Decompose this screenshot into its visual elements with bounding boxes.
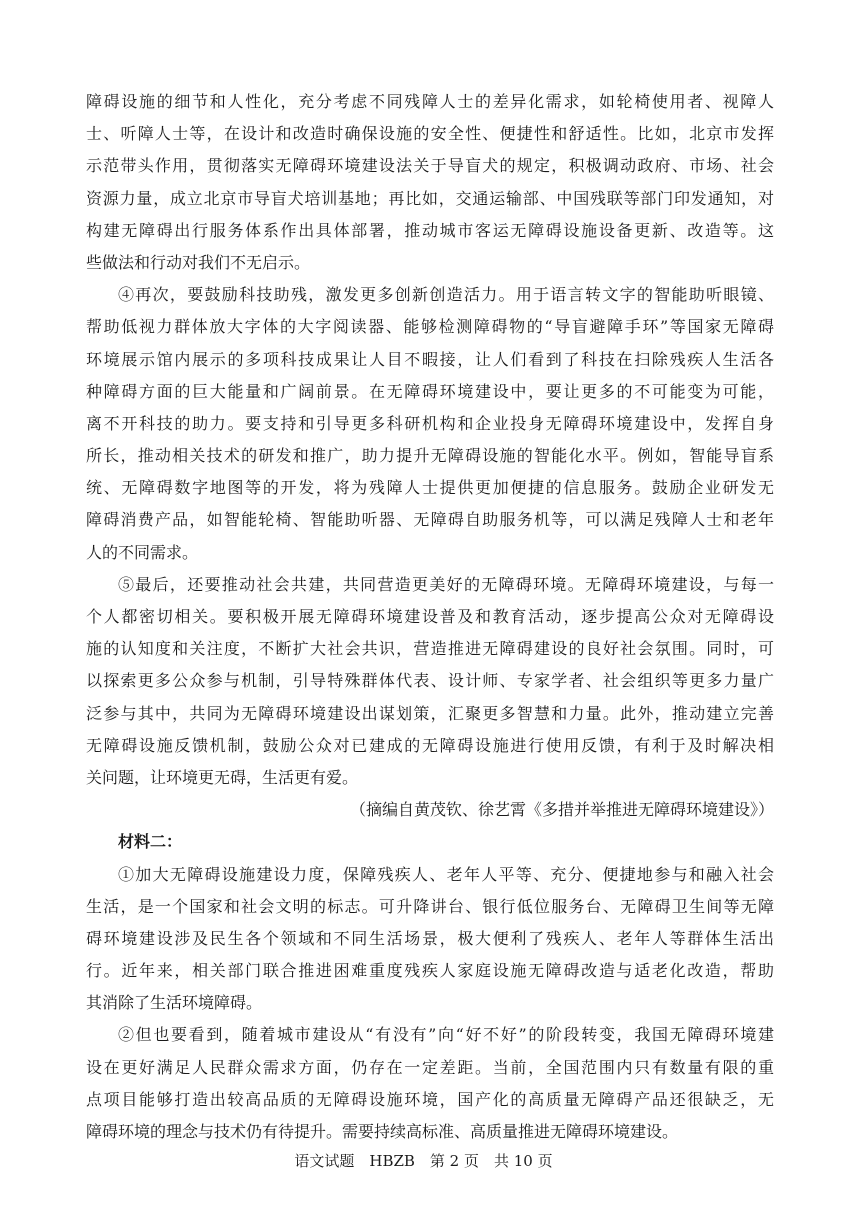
text-line: ④再次，要鼓励科技助残，激发更多创新创造活力。用于语言转文字的智能助听眼镜、 <box>118 285 774 305</box>
text-line: 设在更好满足人民群众需求方面，仍存在一定差距。当前，全国范围内只有数量有限的重 <box>86 1057 774 1077</box>
text-line: 障碍消费产品，如智能轮椅、智能助听器、无障碍自助服务机等，可以满足残障人士和老年 <box>86 510 774 530</box>
text-line: ②但也要看到，随着城市建设从“有没有”向“好不好”的阶段转变，我国无障碍环境建 <box>118 1025 774 1045</box>
text-line: 统、无障碍数字地图等的开发，将为残障人士提供更加便捷的信息服务。鼓励企业研发无 <box>86 478 774 498</box>
text-line: 泛参与其中，共同为无障碍环境建设出谋划策，汇聚更多智慧和力量。此外，推动建立完善 <box>86 703 774 723</box>
text-line: 以探索更多公众参与机制，引导特殊群体代表、设计师、专家学者、社会组织等更多力量广 <box>86 671 774 691</box>
paragraph-continuation <box>86 86 774 279</box>
text-line: 其消除了生活环境障碍。 <box>86 993 263 1013</box>
text-line: 施的认知度和关注度，不断扩大社会共识，营造推进无障碍建设的良好社会氛围。同时，可 <box>86 639 774 659</box>
text-line: 碍环境建设涉及民生各个领域和不同生活场景，极大便利了残疾人、老年人等群体生活出 <box>86 928 774 948</box>
text-line: ⑤最后，还要推动社会共建，共同营造更美好的无障碍环境。无障碍环境建设，与每一 <box>118 574 774 594</box>
text-line: 种障碍方面的巨大能量和广阔前景。在无障碍环境建设中，要让更多的不可能变为可能， <box>86 381 774 401</box>
text-line: 关问题，让环境更无碍，生活更有爱。 <box>86 767 359 787</box>
text-line: 士、听障人士等，在设计和改造时确保设施的安全性、便捷性和舒适性。比如，北京市发挥 <box>86 124 774 144</box>
material-2-heading: 材料二： <box>118 832 183 852</box>
text-line: 行。近年来，相关部门联合推进困难重度残疾人家庭设施无障碍改造与适老化改造，帮助 <box>86 961 774 981</box>
text-line: 构建无障碍出行服务体系作出具体部署，推动城市客运无障碍设施设备更新、改造等。这 <box>86 220 774 240</box>
source-citation: （摘编自黄茂钦、徐艺霄《多措并举推进无障碍环境建设》） <box>349 800 774 820</box>
text-line: 点项目能够打造出较高品质的无障碍设施环境，国产化的高质量无障碍产品还很缺乏，无 <box>86 1089 774 1109</box>
text-line: 人的不同需求。 <box>86 542 199 562</box>
text-line: 所长，推动相关技术的研发和推广，助力提升无障碍设施的智能化水平。例如，智能导盲系 <box>86 446 774 466</box>
material-2-paragraph-2 <box>86 1019 774 1148</box>
text-line: 个人都密切相关。要积极开展无障碍环境建设普及和教育活动，逐步提高公众对无障碍设 <box>86 607 774 626</box>
material-2-paragraph-1 <box>86 859 774 1020</box>
text-line: 生活，是一个国家和社会文明的标志。可升降讲台、银行低位服务台、无障碍卫生间等无障 <box>86 896 774 916</box>
text-line: 环境展示馆内展示的多项科技成果让人目不暇接，让人们看到了科技在扫除残疾人生活各 <box>86 349 774 369</box>
page-footer: 语文试题 HBZB 第 2 页 共 10 页 <box>294 1152 553 1170</box>
text-line: 些做法和行动对我们不无启示。 <box>86 252 311 272</box>
paragraph-4 <box>86 279 774 569</box>
text-line: ①加大无障碍设施建设力度，保障残疾人、老年人平等、充分、便捷地参与和融入社会 <box>118 864 774 884</box>
text-line: 障碍环境的理念与技术仍有待提升。需要持续高标准、高质量推进无障碍环境建设。 <box>86 1122 679 1141</box>
page-body <box>86 86 774 1148</box>
text-line: 障碍设施的细节和人性化，充分考虑不同残障人士的差异化需求，如轮椅使用者、视障人 <box>86 92 774 111</box>
text-line: 离不开科技的助力。要支持和引导更多科研机构和企业投身无障碍环境建设中，发挥自身 <box>86 413 774 433</box>
text-line: 无障碍设施反馈机制，鼓励公众对已建成的无障碍设施进行使用反馈，有利于及时解决相 <box>86 735 774 755</box>
text-line: 帮助低视力群体放大字体的大字阅读器、能够检测障碍物的“导盲避障手环”等国家无障碍 <box>86 317 774 337</box>
text-line: 资源力量，成立北京市导盲犬培训基地；再比如，交通运输部、中国残联等部门印发通知，对 <box>86 188 774 208</box>
paragraph-5 <box>86 569 774 794</box>
text-line: 示范带头作用，贯彻落实无障碍环境建设法关于导盲犬的规定，积极调动政府、市场、社会 <box>86 156 774 176</box>
